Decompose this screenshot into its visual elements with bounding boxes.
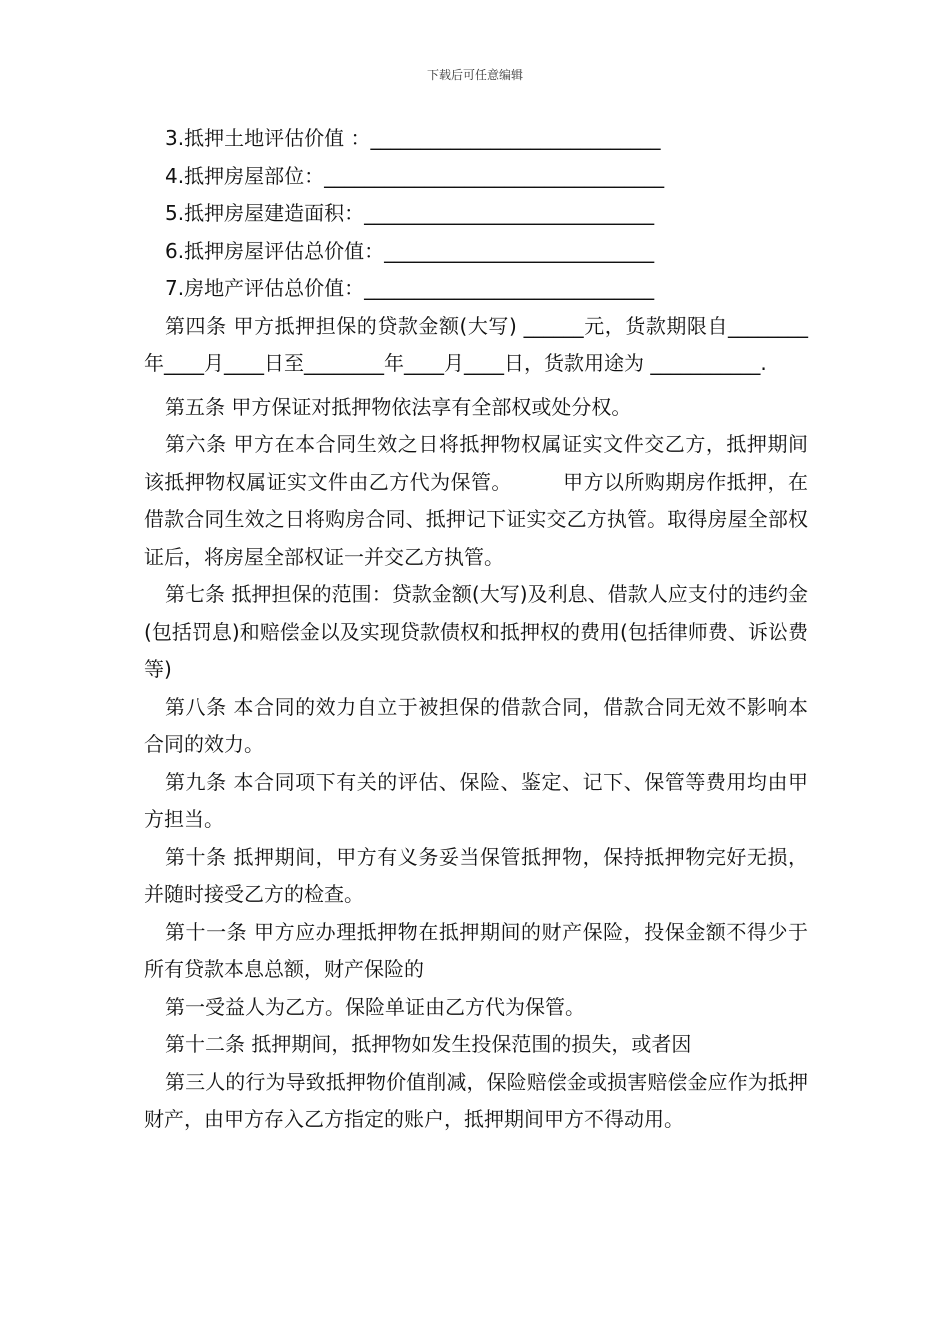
field-property-valuation: 7.房地产评估总价值：_____________________________: [165, 276, 655, 300]
contract-body: [144, 120, 808, 1139]
article-5: 第五条 甲方保证对抵押物依法享有全部权或处分权。: [165, 394, 632, 419]
article-12-continued: 第三人的行为导致抵押物价值削减，保险赔偿金或损害赔偿金应作为抵押财产，由甲方存入乙方指定的账户，抵押期间甲方不得动用。: [144, 1069, 808, 1131]
article-8: 第八条 本合同的效力自立于被担保的借款合同，借款合同无效不影响本合同的效力。: [144, 694, 808, 756]
article-12: 第十二条 抵押期间，抵押物如发生投保范围的损失，或者因: [165, 1032, 692, 1056]
field-house-area: 5.抵押房屋建造面积：_____________________________: [165, 201, 655, 225]
article-11: 第十一条 甲方应办理抵押物在抵押期间的财产保险，投保金额不得少于所有贷款本息总额，财产保险的: [144, 919, 808, 981]
field-house-location: 4.抵押房屋部位：__________________________________: [165, 163, 665, 188]
field-land-valuation: 3.抵押土地评估价值 ：_____________________________: [165, 126, 661, 150]
page-header-note: 下载后可任意编辑: [426, 68, 523, 82]
field-house-valuation: 6.抵押房屋评估总价值：___________________________: [165, 238, 655, 263]
article-10: 第十条 抵押期间，甲方有义务妥当保管抵押物，保持抵押物完好无损，并随时接受乙方的检查。: [144, 844, 808, 906]
article-11-continued: 第一受益人为乙方。保险单证由乙方代为保管。: [165, 994, 585, 1019]
article-9: 第九条 本合同项下有关的评估、保险、鉴定、记下、保管等费用均由甲方担当。: [144, 769, 808, 831]
article-6: 第六条 甲方在本合同生效之日将抵押物权属证实文件交乙方，抵押期间该抵押物权属证实文件由乙方代为保管。 甲方以所购期房作抵押，在借款合同生效之日将购房合同、抵押记下证实交乙方执管。取得房屋全部权证后，将房屋全部权证一并交乙方执管。: [144, 432, 808, 569]
article-4: 第四条 甲方抵押担保的贷款金额(大写) ______元，货款期限自________年____月____日至________年____月____日，货款用途为 ___________.: [144, 313, 808, 375]
article-7: 第七条 抵押担保的范围：贷款金额(大写)及利息、借款人应支付的违约金(包括罚息)和赔偿金以及实现贷款债权和抵押权的费用(包括律师费、诉讼费等): [144, 582, 808, 681]
